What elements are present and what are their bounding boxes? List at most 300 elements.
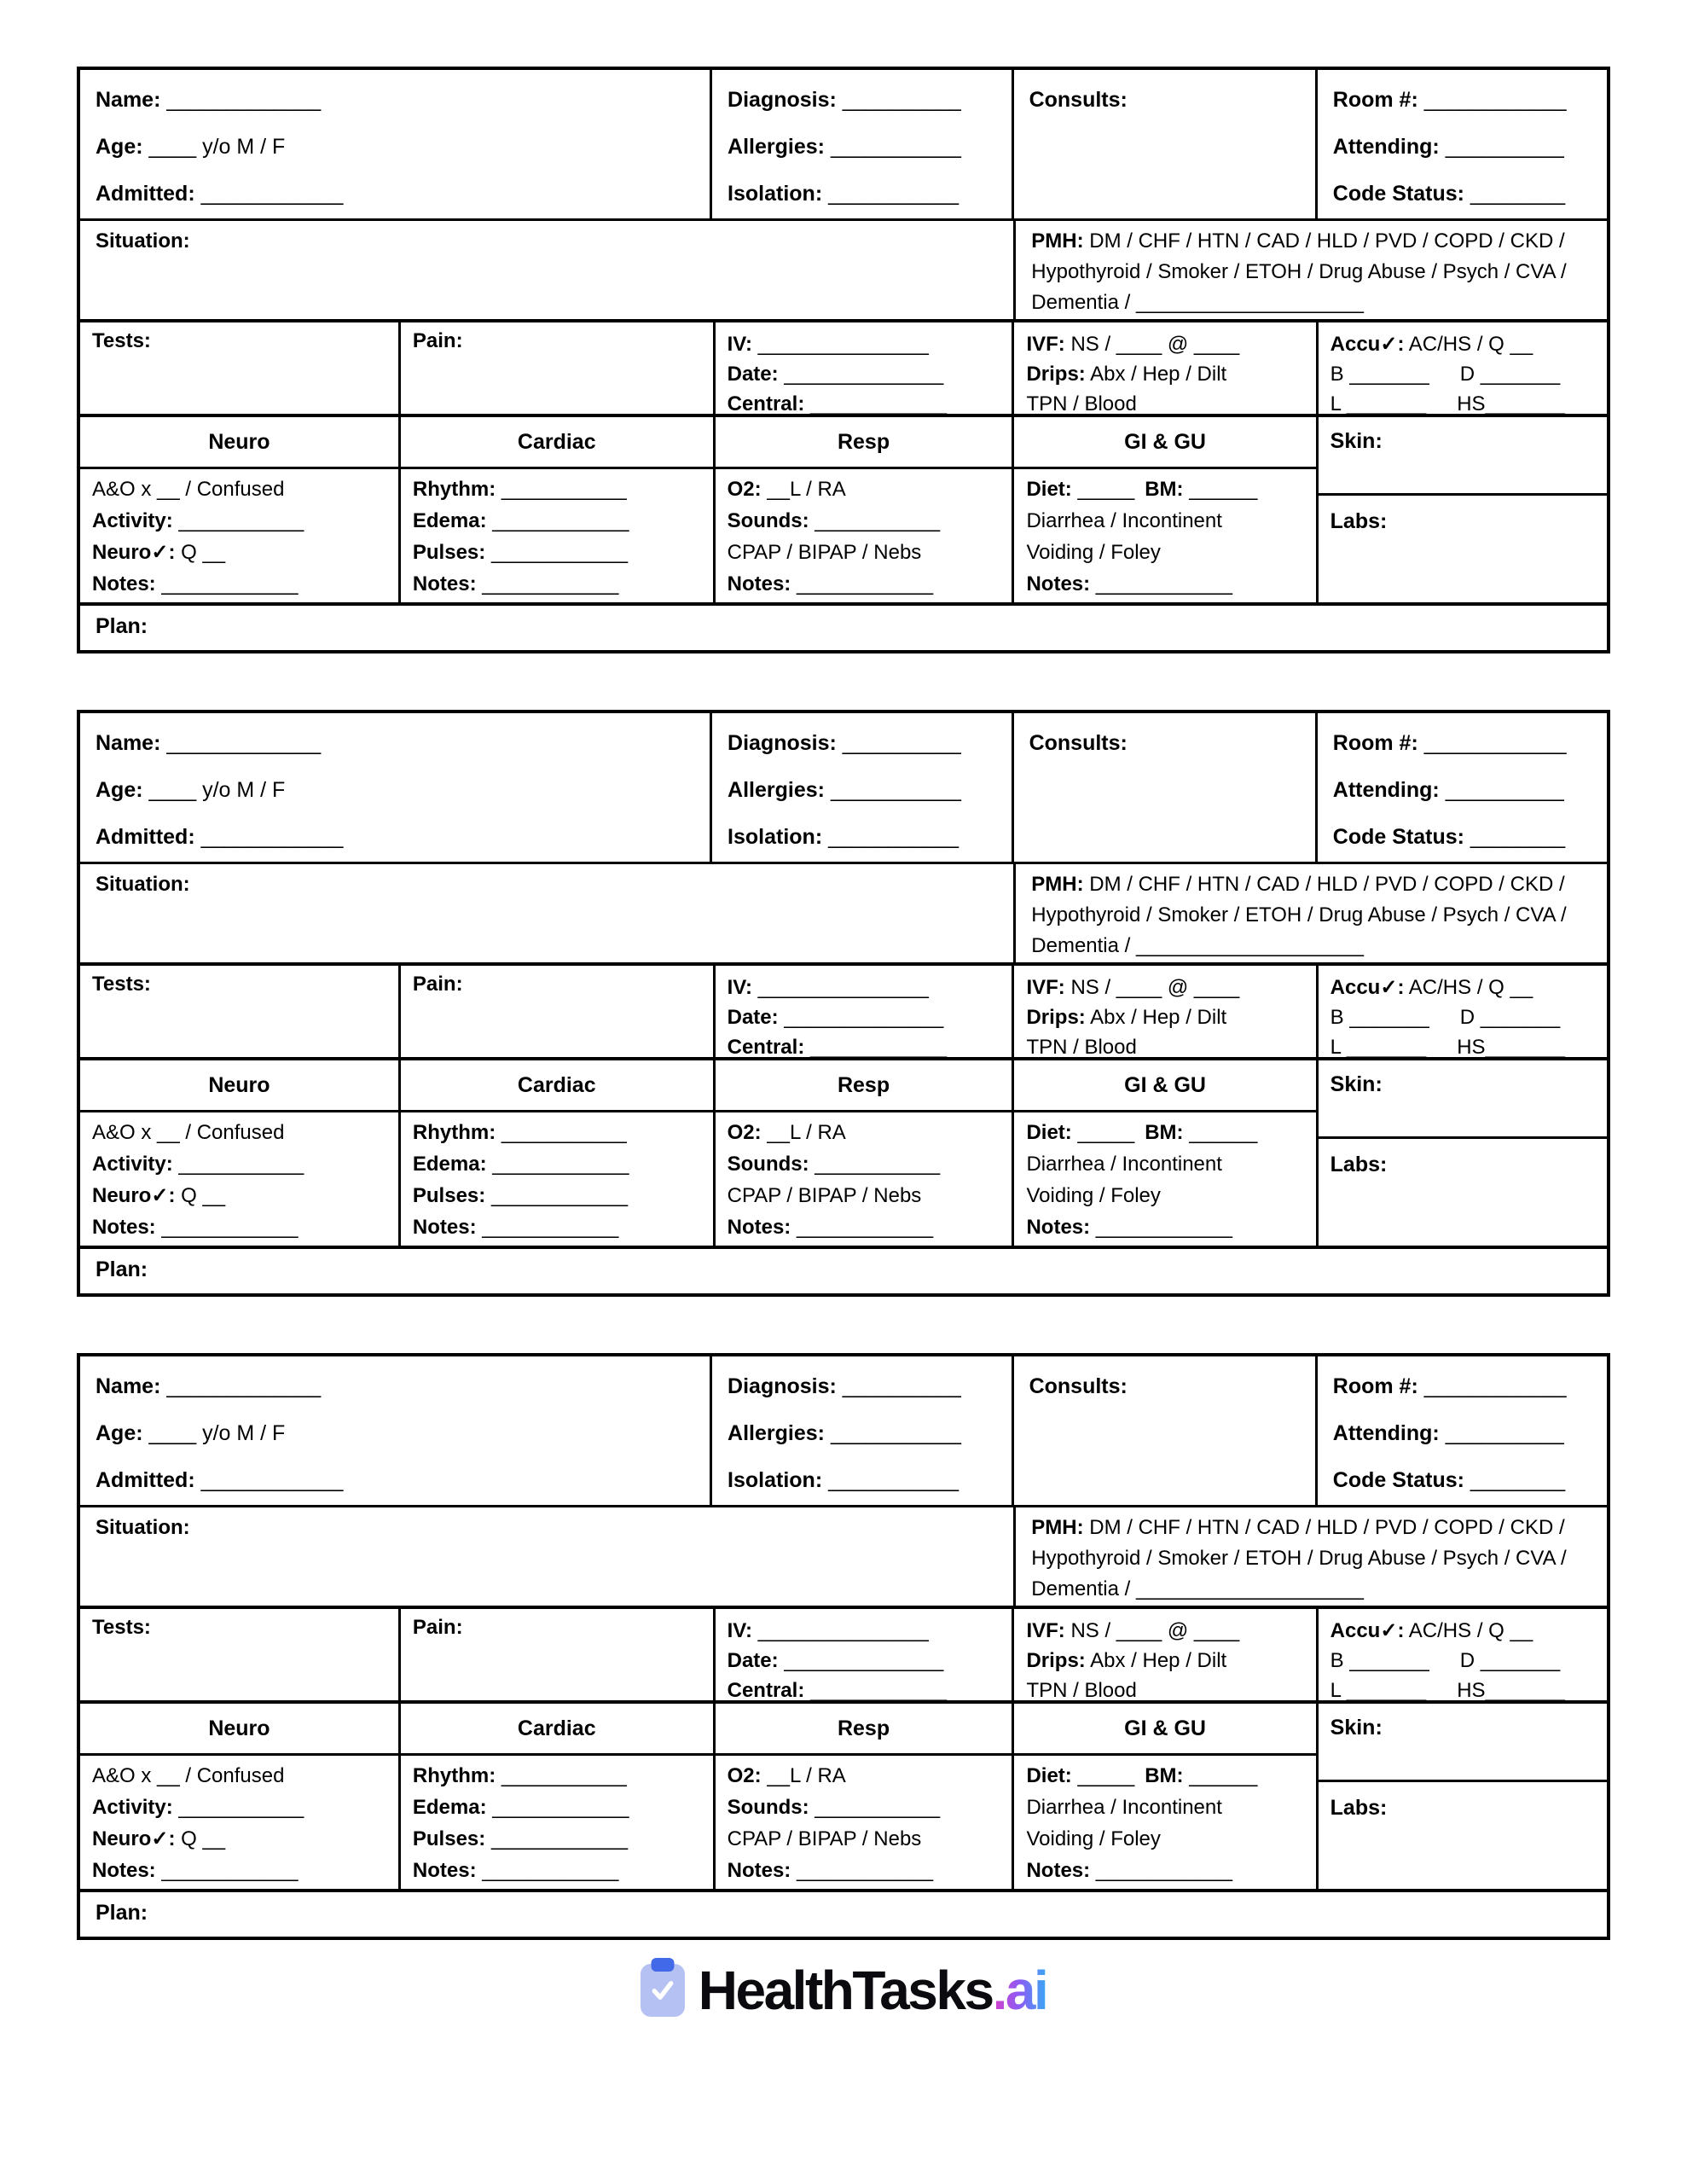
- o2-value: __L / RA: [767, 1764, 846, 1787]
- ivf-field: [1026, 973, 1303, 1002]
- pain-label: Pain:: [412, 1616, 463, 1639]
- consults-label: Consults:: [1029, 1374, 1128, 1398]
- iv-central-label: Central:: [727, 1036, 805, 1057]
- accucheck-hs-blank: HS_______: [1457, 1679, 1565, 1700]
- cardiac-notes-label: Notes:: [412, 1859, 477, 1882]
- gi-gu-notes-field: [1026, 568, 1303, 600]
- iv-cell: [716, 966, 1015, 1057]
- cardiac-notes-blank: ____________: [482, 572, 619, 595]
- situation-pmh-row: [80, 864, 1607, 966]
- orientation-line: [92, 1760, 386, 1792]
- neuro-check-label: Neuro✓:: [92, 541, 176, 564]
- section-header-gi-gu: GI & GU: [1014, 1060, 1318, 1112]
- neuro-body-cell: [80, 469, 401, 602]
- section-header-neuro: Neuro: [80, 417, 401, 469]
- attending-field-label: Attending:: [1332, 778, 1440, 802]
- cardiac-notes-label: Notes:: [412, 572, 477, 595]
- labs-cell: [1319, 1782, 1607, 1889]
- admitted-field-label: Admitted:: [96, 182, 195, 206]
- isolation-field: [728, 814, 996, 861]
- drips-field: [1026, 359, 1303, 389]
- o2-value: __L / RA: [767, 478, 846, 501]
- activity-field: [92, 1148, 386, 1180]
- rhythm-field: [413, 1760, 701, 1792]
- accucheck-value: AC/HS / Q __: [1408, 976, 1533, 999]
- bm-blank: ______: [1189, 1121, 1258, 1144]
- room-attending-cell: [1318, 713, 1607, 862]
- allergies-field-blank: ___________: [830, 1421, 961, 1445]
- accucheck-breakfast-dinner: [1330, 1002, 1595, 1032]
- systems-section: [80, 1060, 1607, 1249]
- cpap-value: CPAP / BIPAP / Nebs: [727, 1184, 922, 1207]
- iv-cell: [716, 322, 1015, 414]
- drips-label: Drips:: [1026, 363, 1086, 386]
- gi-gu-notes-blank: ____________: [1095, 1216, 1232, 1239]
- diagnosis-field-blank: __________: [842, 88, 961, 112]
- iv-field-label: IV:: [727, 333, 752, 356]
- iv-date-field: [728, 1002, 1000, 1032]
- attending-field-blank: __________: [1445, 778, 1564, 802]
- edema-field: [413, 1148, 701, 1180]
- section-header-cardiac: Cardiac: [401, 417, 716, 469]
- rhythm-blank: ___________: [501, 1121, 627, 1144]
- accucheck-d-blank: D _______: [1459, 1006, 1561, 1029]
- isolation-field-blank: ___________: [828, 1468, 959, 1492]
- iv-field: [728, 1616, 1000, 1646]
- age-field-value: ____ y/o M / F: [148, 778, 286, 802]
- iv-central-blank: ____________: [809, 1679, 948, 1700]
- iv-field: [728, 973, 1000, 1002]
- resp-body-cell: [716, 1756, 1015, 1889]
- diet-label: Diet:: [1026, 1121, 1072, 1144]
- iv-central-label: Central:: [727, 1679, 805, 1700]
- accucheck-b-blank: B _______: [1330, 363, 1429, 386]
- clipboard-check-icon: [641, 1964, 685, 2017]
- tests-label: Tests:: [92, 329, 151, 352]
- room-field-label: Room #:: [1332, 88, 1418, 112]
- pulses-field: [413, 1180, 701, 1211]
- rhythm-label: Rhythm:: [412, 1764, 496, 1787]
- sounds-label: Sounds:: [727, 509, 809, 532]
- ivf-label: IVF:: [1026, 333, 1065, 356]
- tpn-blood-line: [1026, 1032, 1303, 1057]
- voiding-line: [1026, 537, 1303, 568]
- accucheck-l-blank: L _______: [1330, 1679, 1427, 1700]
- situation-pmh-row: [80, 1507, 1607, 1609]
- diagnosis-field-label: Diagnosis:: [728, 1374, 837, 1398]
- admitted-field-label: Admitted:: [96, 1468, 195, 1492]
- edema-label: Edema:: [412, 1153, 487, 1176]
- situation-label: Situation:: [96, 1516, 190, 1539]
- attending-field: [1333, 1410, 1591, 1457]
- accucheck-value: AC/HS / Q __: [1408, 333, 1533, 356]
- iv-date-blank: ______________: [784, 363, 944, 386]
- allergies-field: [728, 767, 996, 814]
- gi-gu-notes-blank: ____________: [1095, 1859, 1232, 1882]
- code-status-blank: ________: [1470, 825, 1566, 849]
- cardiac-notes-field: [413, 1855, 701, 1886]
- accucheck-d-blank: D _______: [1459, 1649, 1561, 1672]
- pain-cell: [401, 322, 716, 414]
- pulses-label: Pulses:: [412, 541, 486, 564]
- edema-blank: ____________: [492, 1796, 629, 1819]
- iv-field-blank: _______________: [757, 976, 929, 999]
- labs-label: Labs:: [1330, 509, 1388, 533]
- orientation-value: A&O x __ / Confused: [92, 478, 285, 501]
- iv-date-label: Date:: [727, 363, 779, 386]
- accucheck-l-blank: L _______: [1330, 392, 1427, 414]
- cardiac-notes-label: Notes:: [412, 1216, 477, 1239]
- section-header-gi-gu: GI & GU: [1014, 1704, 1318, 1756]
- drips-value: Abx / Hep / Dilt: [1090, 1649, 1227, 1672]
- iv-central-blank: ____________: [809, 392, 948, 414]
- cardiac-body-cell: [401, 1112, 716, 1246]
- accucheck-value: AC/HS / Q __: [1408, 1619, 1533, 1642]
- diagnosis-field-label: Diagnosis:: [728, 731, 837, 755]
- diet-label: Diet:: [1026, 478, 1072, 501]
- iv-date-label: Date:: [727, 1006, 779, 1029]
- cardiac-body-cell: [401, 1756, 716, 1889]
- activity-label: Activity:: [92, 509, 173, 532]
- bm-blank: ______: [1189, 478, 1258, 501]
- accucheck-b-blank: B _______: [1330, 1006, 1429, 1029]
- diarrhea-line: [1026, 505, 1303, 537]
- orientation-line: [92, 473, 386, 505]
- skin-label: Skin:: [1330, 1716, 1383, 1740]
- accucheck-hs-blank: HS_______: [1457, 392, 1565, 414]
- neuro-notes-label: Notes:: [92, 572, 156, 595]
- consults-field: [1029, 720, 1300, 767]
- edema-label: Edema:: [412, 1796, 487, 1819]
- consults-label: Consults:: [1029, 88, 1128, 112]
- isolation-field-blank: ___________: [828, 825, 959, 849]
- room-attending-cell: [1318, 70, 1607, 218]
- iv-date-field: [728, 1646, 1000, 1676]
- skin-cell: [1319, 1060, 1607, 1139]
- code-status-field: [1333, 814, 1591, 861]
- isolation-field-label: Isolation:: [728, 1468, 823, 1492]
- gi-gu-body-cell: [1014, 1756, 1318, 1889]
- pmh-cell: [1016, 864, 1607, 962]
- admitted-field-blank: ____________: [200, 1468, 344, 1492]
- pmh-cell: [1016, 221, 1607, 319]
- skin-label: Skin:: [1330, 429, 1383, 453]
- section-header-cardiac: Cardiac: [401, 1060, 716, 1112]
- diet-blank: _____: [1077, 1764, 1135, 1787]
- admitted-field: [96, 171, 694, 218]
- cardiac-notes-blank: ____________: [482, 1859, 619, 1882]
- iv-date-label: Date:: [727, 1649, 779, 1672]
- name-field: [96, 1363, 694, 1410]
- cardiac-notes-field: [413, 1211, 701, 1243]
- diagnosis-field: [728, 1363, 996, 1410]
- pulses-field: [413, 1823, 701, 1855]
- patient-identity-cell: [80, 70, 712, 218]
- neuro-check-field: [92, 1823, 386, 1855]
- pain-label: Pain:: [412, 973, 463, 996]
- edema-field: [413, 505, 701, 537]
- activity-blank: ___________: [178, 1796, 304, 1819]
- iv-central-blank: ____________: [809, 1036, 948, 1057]
- o2-field: [728, 473, 1000, 505]
- diarrhea-line: [1026, 1148, 1303, 1180]
- neuro-notes-blank: ____________: [161, 1216, 299, 1239]
- gi-gu-body-cell: [1014, 1112, 1318, 1246]
- cpap-value: CPAP / BIPAP / Nebs: [727, 1827, 922, 1850]
- attending-field-blank: __________: [1445, 135, 1564, 159]
- drips-field: [1026, 1002, 1303, 1032]
- tests-cell: [80, 1609, 401, 1700]
- patient-identity-cell: [80, 1356, 712, 1505]
- labs-cell: [1319, 1139, 1607, 1246]
- allergies-field-label: Allergies:: [728, 135, 825, 159]
- accucheck-label: Accu✓:: [1330, 1619, 1405, 1642]
- plan-cell: [80, 1892, 1607, 1937]
- accucheck-field: [1330, 329, 1595, 359]
- gi-gu-notes-field: [1026, 1211, 1303, 1243]
- pulses-label: Pulses:: [412, 1827, 486, 1850]
- resp-body-cell: [716, 469, 1015, 602]
- labs-label: Labs:: [1330, 1796, 1388, 1820]
- iv-field-label: IV:: [727, 1619, 752, 1642]
- attending-field: [1333, 767, 1591, 814]
- name-field-label: Name:: [96, 1374, 161, 1398]
- sounds-field: [728, 505, 1000, 537]
- situation-cell: [80, 1507, 1016, 1606]
- room-field: [1333, 77, 1591, 124]
- situation-label: Situation:: [96, 873, 190, 896]
- gi-gu-notes-label: Notes:: [1026, 1216, 1091, 1239]
- ivf-value: NS / ____ @ ____: [1070, 1619, 1240, 1642]
- pmh-options: DM / CHF / HTN / CAD / HLD / PVD / COPD / CKD / Hypothyroid / Smoker / ETOH / Drug Abuse / Psych / CVA / Dementia /: [1031, 873, 1567, 957]
- voiding-line: [1026, 1180, 1303, 1211]
- tpn-blood-value: TPN / Blood: [1026, 1036, 1137, 1057]
- patient-report-card: [77, 710, 1610, 1297]
- diagnosis-field: [728, 77, 996, 124]
- diet-bm-field: [1026, 1760, 1303, 1792]
- admitted-field-blank: ____________: [200, 825, 344, 849]
- name-field-blank: _____________: [166, 88, 322, 112]
- activity-label: Activity:: [92, 1796, 173, 1819]
- diagnosis-cell: [712, 1356, 1014, 1505]
- allergies-field-label: Allergies:: [728, 778, 825, 802]
- consults-cell: [1014, 1356, 1318, 1505]
- consults-cell: [1014, 70, 1318, 218]
- patient-identity-cell: [80, 713, 712, 862]
- ivf-label: IVF:: [1026, 1619, 1065, 1642]
- drips-label: Drips:: [1026, 1649, 1086, 1672]
- neuro-notes-field: [92, 1855, 386, 1886]
- resp-notes-blank: ____________: [796, 1216, 934, 1239]
- isolation-field: [728, 171, 996, 218]
- diet-blank: _____: [1077, 1121, 1135, 1144]
- cardiac-notes-blank: ____________: [482, 1216, 619, 1239]
- name-field-blank: _____________: [166, 731, 322, 755]
- diagnosis-field-blank: __________: [842, 731, 961, 755]
- pulses-blank: ____________: [490, 1184, 629, 1207]
- age-field: [96, 1410, 694, 1457]
- skin-cell: [1319, 1704, 1607, 1782]
- rhythm-label: Rhythm:: [412, 478, 496, 501]
- attending-field-label: Attending:: [1332, 1421, 1440, 1445]
- code-status-label: Code Status:: [1332, 182, 1464, 206]
- iv-central-field: [728, 1676, 1000, 1700]
- room-field-label: Room #:: [1332, 731, 1418, 755]
- code-status-field: [1333, 171, 1591, 218]
- situation-cell: [80, 864, 1016, 962]
- pmh-options: DM / CHF / HTN / CAD / HLD / PVD / COPD / CKD / Hypothyroid / Smoker / ETOH / Drug Abuse / Psych / CVA / Dementia /: [1031, 1516, 1567, 1600]
- section-header-neuro: Neuro: [80, 1060, 401, 1112]
- neuro-check-value: Q __: [181, 1827, 226, 1850]
- name-field: [96, 720, 694, 767]
- pmh-label: PMH:: [1031, 873, 1084, 896]
- age-field-label: Age:: [96, 1421, 143, 1445]
- iv-field-label: IV:: [727, 976, 752, 999]
- code-status-field: [1333, 1457, 1591, 1504]
- situation-pmh-row: [80, 221, 1607, 322]
- drips-value: Abx / Hep / Dilt: [1090, 363, 1227, 386]
- skin-cell: [1319, 417, 1607, 496]
- tpn-blood-value: TPN / Blood: [1026, 1679, 1137, 1700]
- patient-header-row: [80, 713, 1607, 864]
- code-status-label: Code Status:: [1332, 825, 1464, 849]
- diagnosis-cell: [712, 70, 1014, 218]
- neuro-notes-blank: ____________: [161, 572, 299, 595]
- section-header-gi-gu: GI & GU: [1014, 417, 1318, 469]
- pmh-blank: ____________________: [1136, 934, 1364, 957]
- voiding-value: Voiding / Foley: [1026, 541, 1161, 564]
- room-field-blank: ____________: [1423, 1374, 1567, 1398]
- rhythm-field: [413, 1117, 701, 1148]
- pain-cell: [401, 966, 716, 1057]
- edema-field: [413, 1792, 701, 1823]
- drips-value: Abx / Hep / Dilt: [1090, 1006, 1227, 1029]
- accucheck-cell: [1319, 1609, 1607, 1700]
- patient-header-row: [80, 1356, 1607, 1507]
- neuro-notes-label: Notes:: [92, 1216, 156, 1239]
- brand-name: HealthTasks: [698, 1960, 993, 2021]
- gi-gu-notes-blank: ____________: [1095, 572, 1232, 595]
- attending-field: [1333, 124, 1591, 171]
- edema-blank: ____________: [492, 509, 629, 532]
- accucheck-cell: [1319, 966, 1607, 1057]
- neuro-notes-label: Notes:: [92, 1859, 156, 1882]
- tests-iv-row: [80, 1609, 1607, 1704]
- iv-central-field: [728, 1032, 1000, 1057]
- accucheck-lunch-hs: [1330, 1676, 1595, 1700]
- allergies-field: [728, 124, 996, 171]
- orientation-value: A&O x __ / Confused: [92, 1764, 285, 1787]
- age-field-value: ____ y/o M / F: [148, 135, 286, 159]
- accucheck-d-blank: D _______: [1459, 363, 1561, 386]
- rhythm-field: [413, 473, 701, 505]
- ivf-drips-cell: [1014, 966, 1318, 1057]
- o2-label: O2:: [727, 1121, 762, 1144]
- attending-field-label: Attending:: [1332, 135, 1440, 159]
- edema-blank: ____________: [492, 1153, 629, 1176]
- tests-label: Tests:: [92, 1616, 151, 1639]
- activity-blank: ___________: [178, 509, 304, 532]
- labs-label: Labs:: [1330, 1153, 1388, 1176]
- iv-field-blank: _______________: [757, 333, 929, 356]
- neuro-notes-blank: ____________: [161, 1859, 299, 1882]
- room-field-blank: ____________: [1423, 731, 1567, 755]
- code-status-blank: ________: [1470, 1468, 1566, 1492]
- room-field: [1333, 720, 1591, 767]
- diagnosis-cell: [712, 713, 1014, 862]
- resp-body-cell: [716, 1112, 1015, 1246]
- pmh-blank: ____________________: [1136, 1577, 1364, 1600]
- tpn-blood-value: TPN / Blood: [1026, 392, 1137, 414]
- accucheck-cell: [1319, 322, 1607, 414]
- systems-section: [80, 417, 1607, 606]
- situation-cell: [80, 221, 1016, 319]
- consults-field: [1029, 1363, 1300, 1410]
- age-field-value: ____ y/o M / F: [148, 1421, 286, 1445]
- gi-gu-notes-field: [1026, 1855, 1303, 1886]
- admitted-field-blank: ____________: [200, 182, 344, 206]
- accucheck-b-blank: B _______: [1330, 1649, 1429, 1672]
- brand-wordmark: [699, 1959, 1046, 2022]
- diarrhea-value: Diarrhea / Incontinent: [1026, 509, 1222, 532]
- diarrhea-value: Diarrhea / Incontinent: [1026, 1153, 1222, 1176]
- brand-footer: [0, 1959, 1687, 2022]
- labs-cell: [1319, 496, 1607, 602]
- neuro-check-value: Q __: [181, 1184, 226, 1207]
- section-header-cardiac: Cardiac: [401, 1704, 716, 1756]
- diet-label: Diet:: [1026, 1764, 1072, 1787]
- section-header-resp: Resp: [716, 417, 1015, 469]
- allergies-field: [728, 1410, 996, 1457]
- voiding-value: Voiding / Foley: [1026, 1827, 1161, 1850]
- pmh-blank: ____________________: [1136, 291, 1364, 314]
- accucheck-lunch-hs: [1330, 1032, 1595, 1057]
- sounds-field: [728, 1148, 1000, 1180]
- bm-label: BM:: [1145, 478, 1184, 501]
- o2-label: O2:: [727, 1764, 762, 1787]
- tests-iv-row: [80, 322, 1607, 417]
- allergies-field-label: Allergies:: [728, 1421, 825, 1445]
- resp-notes-blank: ____________: [796, 1859, 934, 1882]
- bm-blank: ______: [1189, 1764, 1258, 1787]
- iv-date-blank: ______________: [784, 1006, 944, 1029]
- plan-label: Plan:: [96, 1901, 148, 1925]
- iv-date-blank: ______________: [784, 1649, 944, 1672]
- age-field: [96, 767, 694, 814]
- neuro-body-cell: [80, 1756, 401, 1889]
- tests-label: Tests:: [92, 973, 151, 996]
- age-field-label: Age:: [96, 778, 143, 802]
- pmh-cell: [1016, 1507, 1607, 1606]
- allergies-field-blank: ___________: [830, 778, 961, 802]
- neuro-notes-field: [92, 1211, 386, 1243]
- resp-notes-blank: ____________: [796, 572, 934, 595]
- consults-field: [1029, 77, 1300, 124]
- cardiac-notes-field: [413, 568, 701, 600]
- drips-field: [1026, 1646, 1303, 1676]
- voiding-line: [1026, 1823, 1303, 1855]
- name-field-label: Name:: [96, 88, 161, 112]
- isolation-field: [728, 1457, 996, 1504]
- ivf-field: [1026, 1616, 1303, 1646]
- plan-label: Plan:: [96, 1258, 148, 1281]
- cpap-value: CPAP / BIPAP / Nebs: [727, 541, 922, 564]
- resp-notes-label: Notes:: [727, 572, 791, 595]
- cardiac-body-cell: [401, 469, 716, 602]
- skin-label: Skin:: [1330, 1072, 1383, 1096]
- section-header-resp: Resp: [716, 1060, 1015, 1112]
- pulses-field: [413, 537, 701, 568]
